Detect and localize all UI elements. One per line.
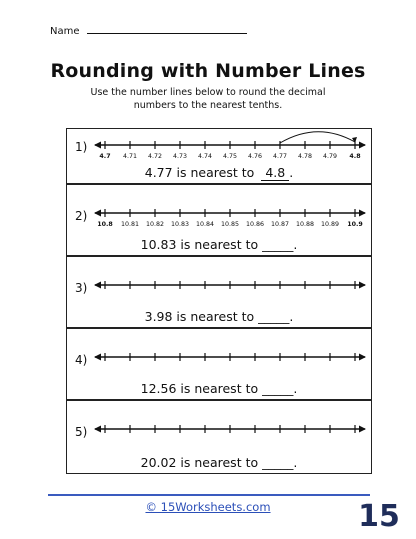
end-punctuation: . [289,309,294,324]
problem-number: 2) [75,209,88,223]
tick-label: 4.76 [247,153,263,160]
right-arrow-head [359,210,366,217]
right-arrow-head [359,142,366,149]
page-title: Rounding with Number Lines [50,60,366,82]
end-punctuation: . [289,165,294,180]
tick-label: 4.72 [147,153,163,160]
tick-label: 10.87 [270,221,290,228]
answer-blank[interactable]: _____ [262,455,294,470]
problem-box-5 [66,400,372,474]
problem-number: 5) [75,425,88,439]
footer-divider [48,494,370,496]
site-logo [358,496,400,534]
left-arrow-head [94,426,101,433]
problem-statement [67,165,371,181]
name-label: Name [50,26,80,37]
end-punctuation: . [293,237,298,252]
problem-box-4 [66,328,372,400]
problem-statement [67,381,371,396]
problem-number: 3) [75,281,88,295]
end-punctuation: . [293,381,298,396]
tick-label: 4.77 [272,153,288,160]
tick-label: 10.85 [220,221,240,228]
right-arrow-head [359,354,366,361]
problem-prompt: 10.83 is nearest to [140,237,259,252]
copyright-link[interactable]: © 15Worksheets.com [145,500,271,514]
tick-label: 4.78 [297,153,313,160]
answer-blank[interactable]: _____ [262,381,294,396]
problem-number: 4) [75,353,88,367]
left-arrow-head [94,210,101,217]
tick-label: 10.9 [347,221,363,228]
end-punctuation: . [293,455,298,470]
left-arrow-head [94,142,101,149]
jump-arc-arrowhead [352,137,357,143]
right-arrow-head [359,282,366,289]
tick-label: 4.7 [99,153,111,160]
problem-box-1 [66,128,372,184]
name-field[interactable] [87,24,247,34]
number-line [93,275,367,303]
answer-blank[interactable]: 4.8 [261,165,289,181]
tick-label: 4.71 [122,153,138,160]
right-arrow-head [359,426,366,433]
number-line [93,135,367,163]
problem-statement [67,455,371,470]
jump-arc [280,132,355,143]
tick-label: 10.86 [245,221,265,228]
logo-text: 15 [358,499,400,534]
tick-label: 10.83 [170,221,190,228]
answer-blank[interactable]: _____ [258,309,290,324]
number-line [93,203,367,231]
number-line [93,419,367,447]
answer-blank[interactable]: _____ [262,237,294,252]
tick-label: 4.8 [349,153,361,160]
instructions: Use the number lines below to round the decimal numbers to the nearest tenths. [90,87,326,111]
problem-prompt: 4.77 is nearest to [144,165,255,180]
problem-box-2 [66,184,372,256]
tick-label: 4.79 [322,153,338,160]
left-arrow-head [94,282,101,289]
problem-number: 1) [75,140,88,154]
tick-label: 4.74 [197,153,213,160]
problem-statement [67,237,371,252]
tick-label: 10.81 [120,221,140,228]
left-arrow-head [94,354,101,361]
problem-prompt: 12.56 is nearest to [140,381,259,396]
tick-label: 10.82 [145,221,165,228]
tick-label: 4.75 [222,153,238,160]
name-row [50,24,247,37]
tick-label: 10.88 [295,221,315,228]
problem-prompt: 3.98 is nearest to [144,309,255,324]
tick-label: 4.73 [172,153,188,160]
problem-statement [67,309,371,324]
tick-label: 10.84 [195,221,215,228]
number-line [93,347,367,375]
tick-label: 10.89 [320,221,340,228]
tick-label: 10.8 [97,221,113,228]
problem-box-3 [66,256,372,328]
problem-prompt: 20.02 is nearest to [140,455,259,470]
